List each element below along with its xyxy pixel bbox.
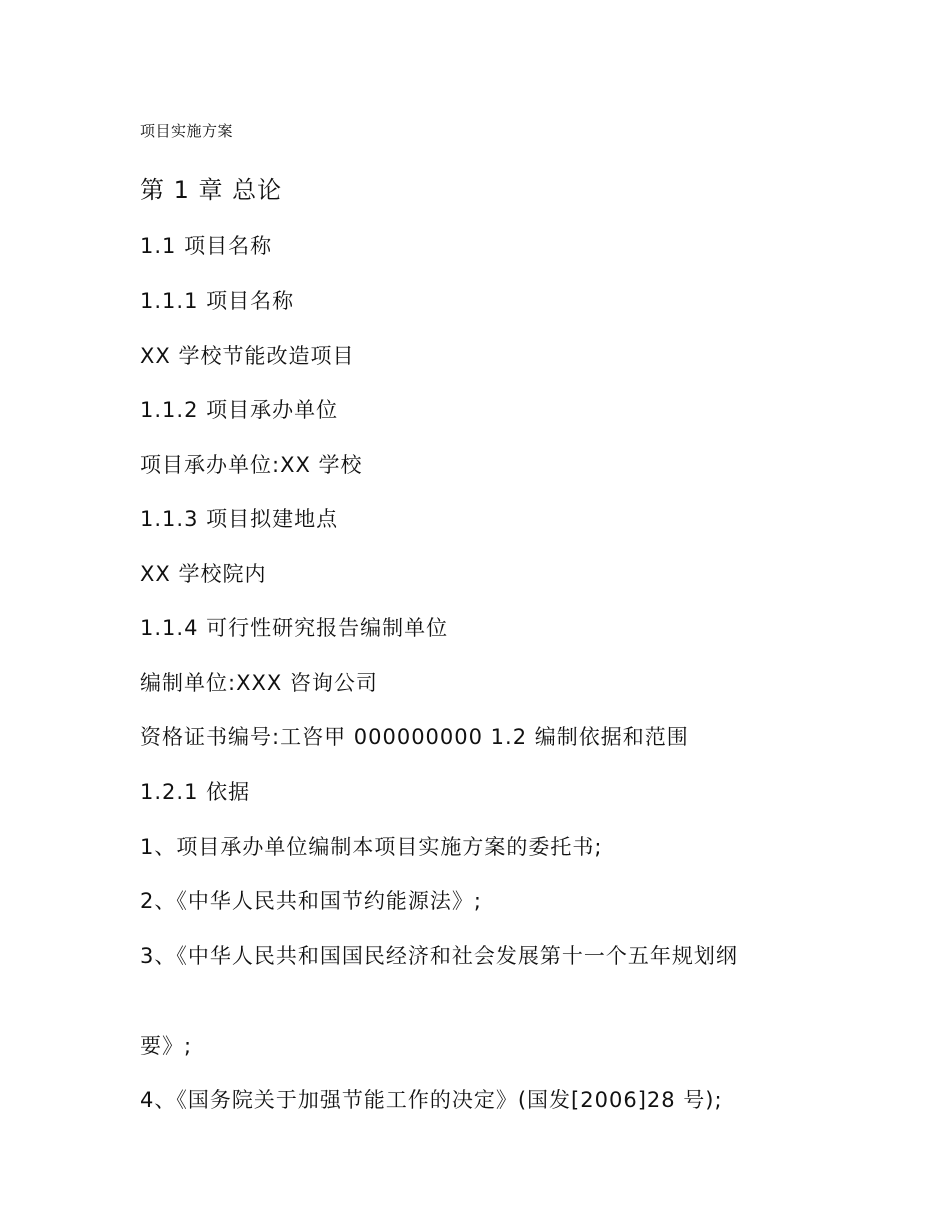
list-item-continuation: 要》; [140, 1034, 193, 1058]
subsection-heading: 1.1.3 项目拟建地点 [140, 507, 339, 531]
paragraph: 资格证书编号:工咨甲 000000000 1.2 编制依据和范围 [140, 725, 689, 749]
list-item: 1、项目承办单位编制本项目实施方案的委托书; [140, 835, 603, 859]
subsection-heading: 1.2.1 依据 [140, 780, 251, 804]
paragraph: XX 学校院内 [140, 562, 267, 586]
paragraph: XX 学校节能改造项目 [140, 344, 355, 368]
subsection-heading: 1.1.4 可行性研究报告编制单位 [140, 616, 449, 640]
section-heading: 1.1 项目名称 [140, 234, 273, 258]
subsection-heading: 1.1.2 项目承办单位 [140, 398, 339, 422]
chapter-heading: 第 1 章 总论 [140, 176, 283, 204]
paragraph: 项目承办单位:XX 学校 [140, 453, 363, 477]
document-header: 项目实施方案 [140, 122, 234, 140]
list-item: 3、《中华人民共和国国民经济和社会发展第十一个五年规划纲 [140, 944, 738, 968]
subsection-heading: 1.1.1 项目名称 [140, 289, 295, 313]
list-item: 2、《中华人民共和国节约能源法》; [140, 889, 482, 913]
list-item: 4、《国务院关于加强节能工作的决定》(国发[2006]28 号); [140, 1088, 723, 1112]
paragraph: 编制单位:XXX 咨询公司 [140, 671, 378, 695]
